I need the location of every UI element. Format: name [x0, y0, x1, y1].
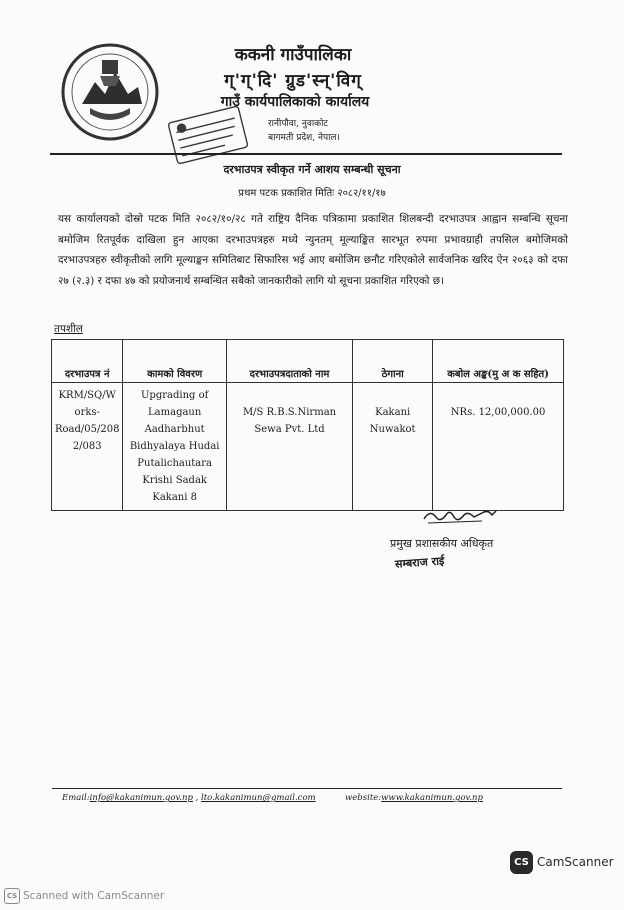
email-link-info[interactable]: info@kakanimun.gov.np	[89, 793, 193, 803]
handwritten-signature-icon	[422, 505, 502, 527]
footer-website	[345, 793, 483, 803]
office-seal-icon	[158, 100, 258, 170]
cell-bid-number: KRM/SQ/W orks- Road/05/208 2/083	[52, 383, 123, 511]
publication-date: प्रथम पटक प्रकाशित मितिः २०८२/११/१७	[238, 188, 386, 199]
office-name: गाउँ कार्यपालिकाको कार्यालय	[220, 94, 370, 110]
cell-bidder-name: M/S R.B.S.Nirman Sewa Pvt. Ltd	[226, 383, 352, 511]
website-label: website:	[345, 793, 382, 803]
office-address-line1: रानीपौवा, नुवाकोट	[268, 119, 328, 129]
scan-watermark-text: Scanned with CamScanner	[23, 890, 165, 902]
bid-table	[51, 339, 564, 511]
letterhead-divider	[50, 153, 562, 155]
table-row	[52, 383, 564, 511]
header-bid-number: दरभाउपत्र नं	[52, 340, 123, 383]
email-link-lto[interactable]: lto.kakanimun@gmail.com	[201, 793, 316, 803]
email-label: Email:	[62, 793, 90, 803]
table-header-row	[52, 340, 564, 383]
camscanner-logo-icon: CS	[510, 851, 533, 874]
header-work-description: कामको विवरण	[123, 340, 226, 383]
schedule-label: तपशील	[54, 323, 83, 335]
footer-email	[62, 793, 316, 803]
municipality-name-tamang: ग्'ग्'दि' ग्रुड'स्न्'विग्	[224, 71, 362, 91]
website-link[interactable]: www.kakanimun.gov.np	[381, 793, 483, 803]
camscanner-label: CamScanner	[537, 855, 614, 869]
footer-divider	[52, 788, 562, 789]
notice-title: दरभाउपत्र स्वीकृत गर्ने आशय सम्बन्धी सूचना	[223, 163, 401, 176]
cell-work-description: Upgrading of Lamagaun Aadharbhut Bidhyalaya Hudai Putalichautara Krishi Sadak Kakani 8	[123, 383, 226, 511]
email-separator: ,	[192, 793, 202, 803]
scan-watermark	[4, 888, 164, 904]
header-address: ठेगाना	[353, 340, 433, 383]
signatory-name: सम्बराज राई	[394, 554, 445, 571]
cell-address: Kakani Nuwakot	[353, 383, 433, 511]
municipality-name: ककनी गाउँपालिका	[234, 45, 352, 65]
header-bid-amount: कबोल अङ्क(मु अ क सहित)	[433, 340, 564, 383]
government-emblem-icon	[60, 42, 160, 142]
cell-bid-amount: NRs. 12,00,000.00	[433, 383, 564, 511]
camscanner-mini-icon: CS	[4, 888, 20, 904]
header-bidder-name: दरभाउपत्रदाताको नाम	[226, 340, 352, 383]
notice-body: यस कार्यालयको दोस्रो पटक मिति २०८२/१०/२८ गते राष्ट्रिय दैनिक पत्रिकामा प्रकाशित शिलबन्दी दरभाउपत्र आह्वान सम्बन्धि सूचना बमोजिम रितपूर्वक दाखिला हुन आएका दरभाउपत्रहरु मध्ये न्युनतम् मूल्याङ्कित सारभूत रुपमा प्रभावग्राही तपसिल बमोजिमको दरभाउपत्रहरु स्वीकृतीको लागि मूल्याङ्कन समितिबाट सिफारिस भई आए बमोजिम छनौट गरिएकोले सार्वजनिक खरिद ऐन २०६३ को दफा २७ (२.३) र दफा ४७ को प्रयोजनार्थ सम्बन्धित सबैको जानकारीको लागि यो सूचना प्रकाशित गरिएको छ।	[58, 213, 568, 287]
office-address-line2: बागमती प्रदेश, नेपाल।	[268, 133, 340, 143]
signatory-title: प्रमुख प्रशासकीय अधिकृत	[390, 537, 494, 550]
